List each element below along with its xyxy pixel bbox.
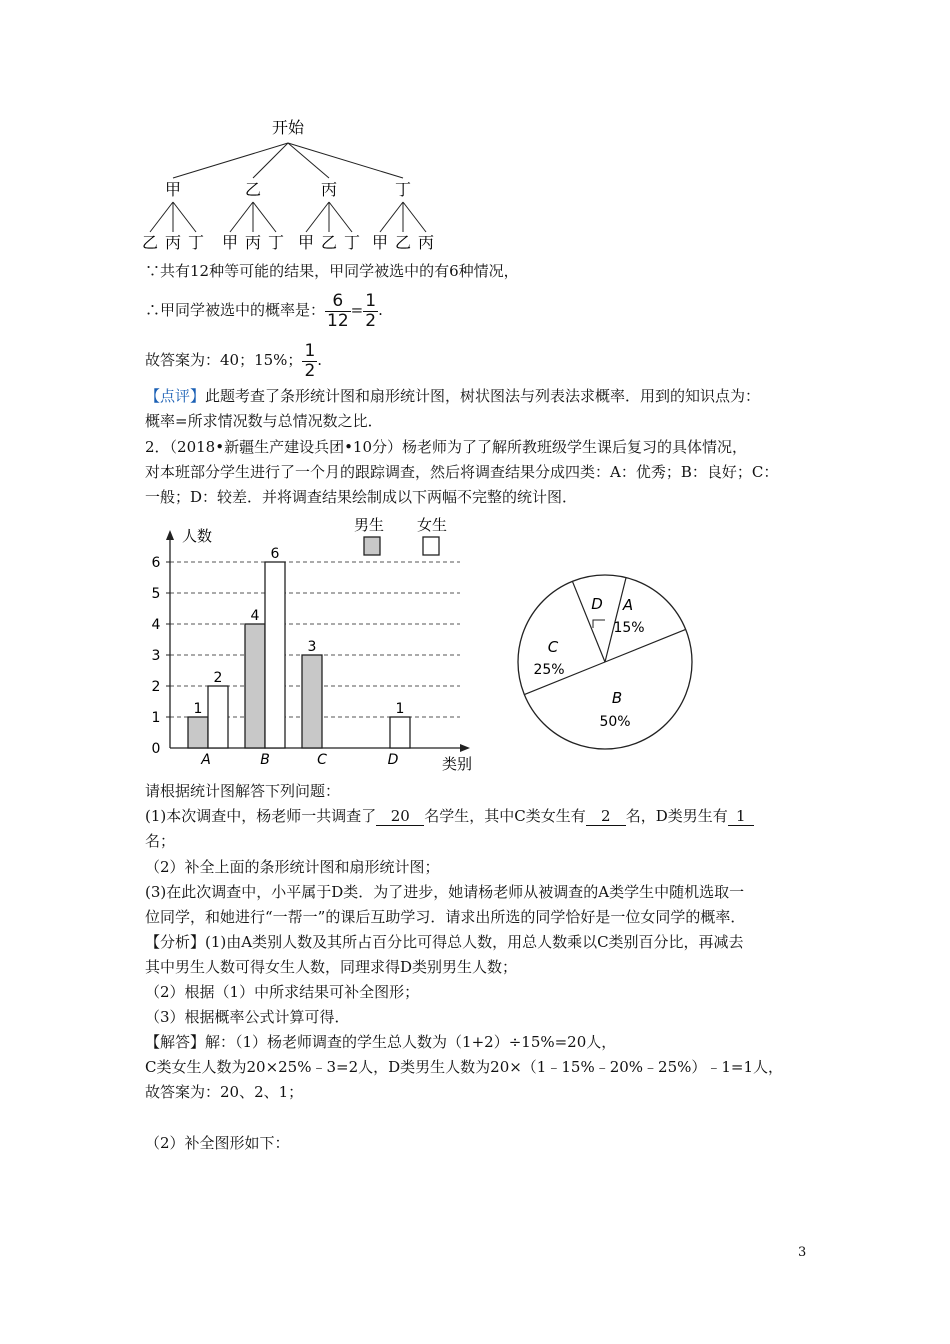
- tree-root-label: 开始: [271, 118, 305, 137]
- question-1: [145, 805, 754, 827]
- review-line2: 概率=所求情况数与总情况数之比．: [145, 412, 383, 430]
- bar: [302, 655, 322, 748]
- tree-edge: [306, 202, 329, 232]
- bar-value-label: 2: [213, 670, 223, 686]
- pie-slice-percent: 25%: [533, 662, 565, 678]
- bar-value-label: 3: [307, 639, 317, 655]
- pie-chart: [505, 565, 705, 765]
- prev-answer-prefix: 故答案为：40；15%；: [145, 351, 303, 369]
- tree-leaf-label: 丁: [187, 233, 205, 252]
- bar-value-label: 1: [193, 701, 203, 717]
- legend-swatch-boys: [364, 537, 380, 555]
- equals-sign: =: [350, 301, 364, 319]
- tree-edge: [329, 202, 352, 232]
- pie-slice-label: A: [622, 596, 634, 614]
- question-3-line2: 位同学，和她进行“一帮一”的课后互助学习．请求出所选的同学恰好是一位女同学的概率．: [145, 908, 746, 926]
- tree-edge: [288, 143, 403, 178]
- solution-line1: 【解答】解：（1）杨老师调查的学生总人数为（1+2）÷15%=20人，: [145, 1033, 617, 1051]
- problem-line2: 对本班部分学生进行了一个月的跟踪调查，然后将调查结果分成四类：A：优秀；B：良好；C：: [145, 463, 779, 481]
- prev-line2-prefix: ∴甲同学被选中的概率是：: [145, 301, 326, 319]
- pie-slice-label: C: [547, 638, 559, 656]
- y-axis-label: 人数: [182, 527, 213, 545]
- tree-leaf-label: 丙: [164, 233, 182, 252]
- x-tick-label: B: [260, 752, 270, 768]
- legend-swatch-girls: [423, 537, 439, 555]
- tree-branch-label: 丁: [394, 180, 412, 199]
- q1-text-a: (1)本次调查中，杨老师一共调查了: [145, 807, 377, 825]
- period: .: [378, 301, 383, 319]
- tree-edge: [253, 202, 276, 232]
- bar: [265, 562, 285, 748]
- y-tick-label: 2: [151, 679, 161, 695]
- tree-edge: [380, 202, 403, 232]
- problem-line3: 一般；D：较差．并将调查结果绘制成以下两幅不完整的统计图．: [145, 488, 578, 506]
- tree-leaf-label: 甲: [371, 233, 389, 252]
- bar: [208, 686, 228, 748]
- solution-line2: C类女生人数为20×25%﹣3=2人，D类男生人数为20×（1﹣15%﹣20%﹣25%）﹣1=1人，: [145, 1058, 784, 1076]
- x-axis-label: 类别: [442, 755, 473, 773]
- q1-blank-d-boys: 1: [728, 807, 754, 826]
- prev-line2: [145, 288, 383, 332]
- tree-leaf-label: 丙: [244, 233, 262, 252]
- bar-value-label: 4: [250, 608, 260, 624]
- x-axis-arrow: [460, 744, 470, 752]
- legend-label-boys: 男生: [354, 516, 385, 534]
- question-2: （2）补全上面的条形统计图和扇形统计图；: [145, 858, 440, 876]
- y-tick-label: 1: [151, 710, 161, 726]
- bar-value-label: 6: [270, 546, 280, 562]
- tree-leaf-label: 甲: [221, 233, 239, 252]
- solution-line4: （2）补全图形如下：: [145, 1134, 290, 1152]
- review-tag: 【点评】: [145, 387, 206, 405]
- question-1-end: 名；: [145, 832, 176, 850]
- bar: [188, 717, 208, 748]
- y-tick-label: 0: [151, 741, 161, 757]
- tree-leaf-label: 乙: [141, 233, 159, 252]
- tree-edge: [288, 143, 329, 178]
- q1-text-c: 名，D类男生有: [625, 807, 728, 825]
- tree-leaf-label: 甲: [297, 233, 315, 252]
- analysis-line3: （2）根据（1）中所求结果可补全图形；: [145, 983, 420, 1001]
- pie-slice-percent: 50%: [599, 714, 631, 730]
- tree-branch-label: 丙: [320, 180, 338, 199]
- x-tick-label: C: [317, 752, 327, 768]
- pie-slice-percent: 15%: [613, 620, 645, 636]
- x-tick-label: D: [387, 752, 399, 768]
- tree-edge: [230, 202, 253, 232]
- tree-leaf-label: 丁: [267, 233, 285, 252]
- analysis-line2: 其中男生人数可得女生人数，同理求得D类别男生人数；: [145, 958, 518, 976]
- pie-slice-label: D: [591, 595, 603, 613]
- bar-value-label: 1: [395, 701, 405, 717]
- tree-diagram: [110, 115, 470, 260]
- tree-leaf-label: 丁: [343, 233, 361, 252]
- prev-line1: ∵共有12种等可能的结果，甲同学被选中的有6种情况，: [145, 262, 519, 280]
- y-tick-label: 3: [151, 648, 161, 664]
- y-tick-label: 4: [151, 617, 161, 633]
- bar: [245, 624, 265, 748]
- q1-text-b: 名学生，其中C类女生有: [424, 807, 586, 825]
- analysis-line1: 【分析】(1)由A类别人数及其所占百分比可得总人数，用总人数乘以C类别百分比，再减去: [145, 933, 744, 951]
- prev-answer: [145, 338, 322, 382]
- review-line1: [145, 385, 760, 407]
- fraction-6-12: $\frac{6}{12}$: [327, 290, 349, 331]
- q1-blank-c-girls: 2: [586, 807, 626, 826]
- tree-edge: [403, 202, 426, 232]
- q1-blank-total: 20: [376, 807, 424, 826]
- bar-chart: [140, 512, 485, 774]
- tree-leaf-label: 丙: [417, 233, 435, 252]
- y-tick-label: 6: [151, 555, 161, 571]
- x-tick-label: A: [201, 752, 211, 768]
- y-tick-label: 5: [151, 586, 161, 602]
- fraction-1-2: $\frac{1}{2}$: [365, 290, 377, 331]
- page-number: 3: [798, 1245, 807, 1260]
- tree-leaf-label: 乙: [394, 233, 412, 252]
- tree-leaf-label: 乙: [320, 233, 338, 252]
- question-3-line1: (3)在此次调查中，小平属于D类．为了进步，她请杨老师从被调查的A类学生中随机选取一: [145, 883, 745, 901]
- fraction-answer-1-2: $\frac{1}{2}$: [304, 340, 316, 381]
- legend-label-girls: 女生: [417, 516, 448, 534]
- tree-edge: [150, 202, 173, 232]
- tree-edge: [173, 202, 196, 232]
- period: .: [317, 351, 323, 369]
- pie-slice-label: B: [611, 689, 623, 707]
- questions-intro: 请根据统计图解答下列问题：: [145, 782, 341, 800]
- review-text: 此题考查了条形统计图和扇形统计图，树状图法与列表法求概率．用到的知识点为：: [205, 387, 761, 405]
- bar: [390, 717, 410, 748]
- tree-branch-label: 甲: [164, 180, 182, 199]
- problem-line1: 2．（2018•新疆生产建设兵团•10分）杨老师为了了解所教班级学生课后复习的具体情况，: [145, 438, 748, 456]
- tree-branch-label: 乙: [244, 180, 262, 199]
- solution-line3: 故答案为：20、2、1；: [145, 1083, 304, 1101]
- analysis-line4: （3）根据概率公式计算可得．: [145, 1008, 350, 1026]
- y-axis-arrow: [166, 530, 174, 540]
